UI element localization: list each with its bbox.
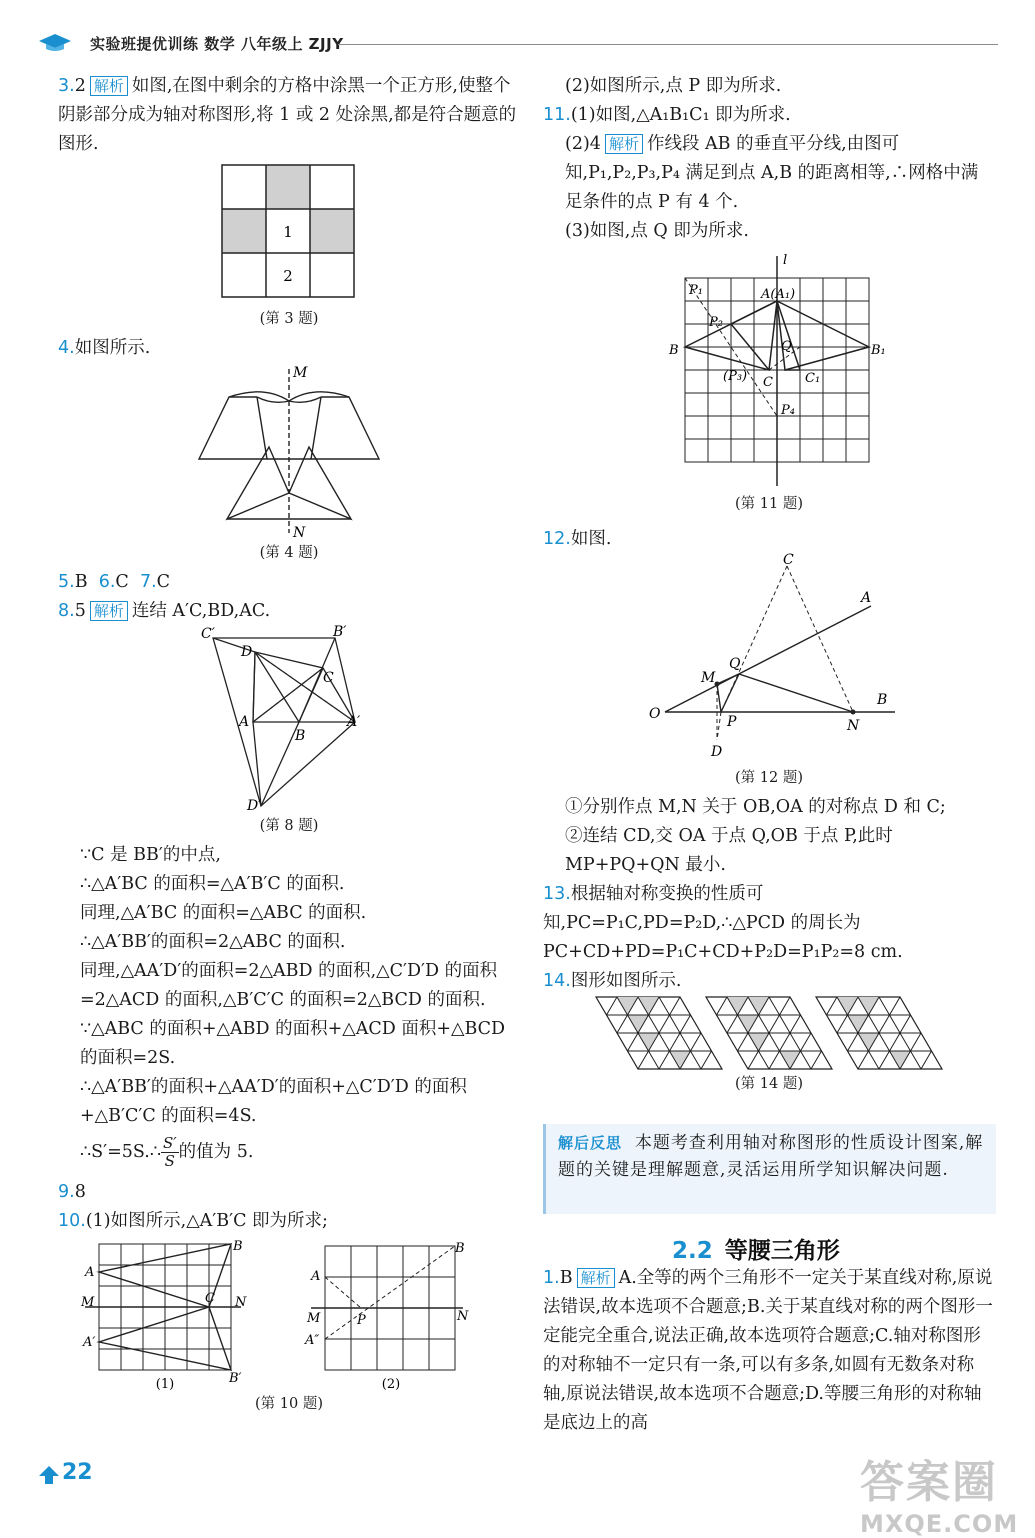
page-header xyxy=(38,30,998,54)
q12-label-M: M xyxy=(701,670,716,686)
page-number: 22 xyxy=(38,1460,94,1492)
q8-label-A: A xyxy=(239,714,250,730)
q10-sub2: (2) xyxy=(381,1377,401,1392)
q3-cell-2: 2 xyxy=(283,267,293,285)
header-rule xyxy=(338,44,998,45)
q8-caption: (第 8 题) xyxy=(259,818,319,834)
q11-label-C1: C₁ xyxy=(805,371,821,386)
up-arrow-icon xyxy=(38,1464,60,1486)
q8-proof xyxy=(58,841,520,1170)
fig-q4 xyxy=(189,363,389,539)
q8-label-Ap: A′ xyxy=(347,714,361,730)
q10b-label-P: P xyxy=(357,1313,366,1328)
fig-q12 xyxy=(639,554,899,764)
q9-text: 9.8 xyxy=(58,1182,86,1202)
q10a-label-C: C xyxy=(205,1291,215,1306)
q11-label-Q: Q xyxy=(781,339,792,354)
q10b-label-App: A″ xyxy=(305,1333,320,1348)
q11-label-B: B xyxy=(669,343,679,358)
q12-label-N: N xyxy=(847,718,860,734)
q10a-label-Ap: A′ xyxy=(83,1335,96,1350)
q10b-text: (2)如图所示,点 P 即为所求. xyxy=(565,76,782,96)
q3-text: 3.2 解析 如图,在图中剩余的方格中涂黑一个正方形,使整个阴影部分成为轴对称图形,将 1 或 2 处涂黑,都是符合题意的图形. xyxy=(58,76,517,154)
q8-conclusion: ∴S′=5S.∴ $\frac{S'}{S}$ 的值为 5. xyxy=(80,1134,254,1170)
s1-text: 1.B 解析 A.全等的两个三角形不一定关于某直线对称,原说法错误,故本选项不合题意;B.关于某直线对称的两个图形一定能完全重合,说法正确,故本选项符合题意;C.轴对称图形的对称轴不一定只有一条,可以有多条,如圆有无数条对称轴,原说法错误,故本选项不合题意;D.等腰三角形的对称轴是底边上的高 xyxy=(543,1268,993,1433)
q11-l1: 11.(1)如图,△A₁B₁C₁ 即为所求. xyxy=(543,105,791,125)
q8-line: ∴△A′BB′的面积=2△ABC 的面积. xyxy=(80,932,346,952)
q8-line: ∴△A′BC 的面积=△A′B′C 的面积. xyxy=(80,874,345,894)
q10b-label-M: M xyxy=(307,1311,321,1326)
q8-line: 同理,△AA′D′的面积=2△ABD 的面积,△C′D′D 的面积=2△ACD 的面积,△B′C′C 的面积=2△BCD 的面积. xyxy=(80,961,498,1010)
q10a-label-M: M xyxy=(81,1295,95,1310)
fig-q8 xyxy=(199,626,379,812)
q8-label-D: D xyxy=(241,644,253,660)
q12-label-B: B xyxy=(877,692,888,708)
q8-line: 同理,△A′BC 的面积=△ABC 的面积. xyxy=(80,903,367,923)
q11-label-l: l xyxy=(783,253,788,268)
q10a-label-B: B xyxy=(233,1239,243,1254)
q11-label-C: C xyxy=(763,375,773,390)
mortarboard-icon xyxy=(38,32,72,52)
q8-label-C: C xyxy=(323,670,334,686)
fig-q14 xyxy=(594,996,944,1070)
q11-l2: (2)4 解析 作线段 AB 的垂直平分线,由图可知,P₁,P₂,P₃,P₄ 满足到点 A,B 的距离相等,∴网格中满足条件的点 P 有 4 个. xyxy=(565,134,979,212)
q12-text: 12.如图. xyxy=(543,529,612,549)
q12-step2: ②连结 CD,交 OA 于点 Q,OB 于点 P,此时 MP+PQ+QN 最小. xyxy=(565,826,893,875)
q12-label-Q: Q xyxy=(729,656,741,672)
q10b-label-N: N xyxy=(457,1309,469,1324)
q10-text: 10.(1)如图所示,△A′B′C 即为所求; xyxy=(58,1211,328,1231)
q8-line: ∵△ABC 的面积+△ABD 的面积+△ACD 面积+△BCD 的面积=2S. xyxy=(80,1019,506,1068)
q12-label-C: C xyxy=(783,552,794,568)
q12-label-P: P xyxy=(727,714,737,730)
q11-label-B1: B₁ xyxy=(871,343,886,358)
q10a-label-A: A xyxy=(85,1265,95,1280)
q8-line: ∵C 是 BB′的中点, xyxy=(80,845,221,865)
q10b-label-B: B xyxy=(455,1241,465,1256)
q14-text: 14.图形如图所示. xyxy=(543,971,682,991)
q8-label-Cp: C′ xyxy=(201,626,215,642)
q4-label-N: N xyxy=(293,525,306,541)
fig-q10 xyxy=(79,1240,499,1390)
note-title: 解后反思 xyxy=(558,1134,623,1152)
right-column xyxy=(543,72,995,1099)
q12-label-A: A xyxy=(861,590,872,606)
fig-q11 xyxy=(659,250,886,490)
q10-sub1: (1) xyxy=(155,1377,175,1392)
q3-cell-1: 1 xyxy=(283,223,293,241)
q11-label-P3: (P₃) xyxy=(723,369,748,384)
q12-label-O: O xyxy=(649,706,661,722)
reflection-note xyxy=(543,1124,996,1214)
note-text: 本题考查利用轴对称图形的性质设计图案,解题的关键是理解题意,灵活运用所学知识解决问题. xyxy=(558,1133,984,1180)
q10a-label-N: N xyxy=(235,1295,247,1310)
q11-label-A: A(A₁) xyxy=(761,287,796,302)
fraction-s-prime-over-s: $\frac{S'}{S}$ xyxy=(162,1134,177,1170)
q8-text: 8.5 解析 连结 A′C,BD,AC. xyxy=(58,601,271,621)
q4-caption: (第 4 题) xyxy=(259,545,319,561)
q12-label-D: D xyxy=(711,744,723,760)
q4-label-M: M xyxy=(293,365,308,381)
q10b-label-A: A xyxy=(311,1269,321,1284)
q14-caption: (第 14 题) xyxy=(735,1076,803,1092)
q8-label-B: B xyxy=(295,728,306,744)
q11-label-P2: P₂ xyxy=(709,315,723,330)
q12-caption: (第 12 题) xyxy=(735,770,803,786)
q10a-label-Bp: B′ xyxy=(229,1371,242,1386)
q11-label-P1: P₁ xyxy=(689,283,703,298)
header-title: 实验班提优训练 数学 八年级上 ZJJY xyxy=(90,35,344,53)
left-column xyxy=(58,72,520,1419)
q13-text: 13.根据轴对称变换的性质可知,PC=P₁C,PD=P₂D,∴△PCD 的周长为 PC+CD+PD=P₁C+CD+P₂D=P₁P₂=8 cm. xyxy=(543,884,903,962)
q3-caption: (第 3 题) xyxy=(259,311,319,327)
q11-l3: (3)如图,点 Q 即为所求. xyxy=(565,221,749,241)
q8-label-Bp: B′ xyxy=(333,624,347,640)
q12-step1: ①分别作点 M,N 关于 OB,OA 的对称点 D 和 C; xyxy=(565,797,946,817)
q11-caption: (第 11 题) xyxy=(735,496,803,512)
q5-7-answers: 5.B 6.C 7.C xyxy=(58,572,171,592)
watermark: 答案圈 MXQE.COM xyxy=(860,1457,1019,1538)
q11-label-P4: P₄ xyxy=(781,403,795,418)
q10-caption: (第 10 题) xyxy=(255,1396,323,1412)
section-heading: 2.2 等腰三角形 xyxy=(672,1238,840,1264)
q8-label-Dp: D′ xyxy=(247,798,262,814)
section-content xyxy=(543,1264,995,1438)
fig-q3-grid xyxy=(219,163,359,305)
q4-text: 4.如图所示. xyxy=(58,338,151,358)
q8-line: ∴△A′BB′的面积+△AA′D′的面积+△C′D′D 的面积+△B′C′C 的面积=4S. xyxy=(80,1077,467,1126)
